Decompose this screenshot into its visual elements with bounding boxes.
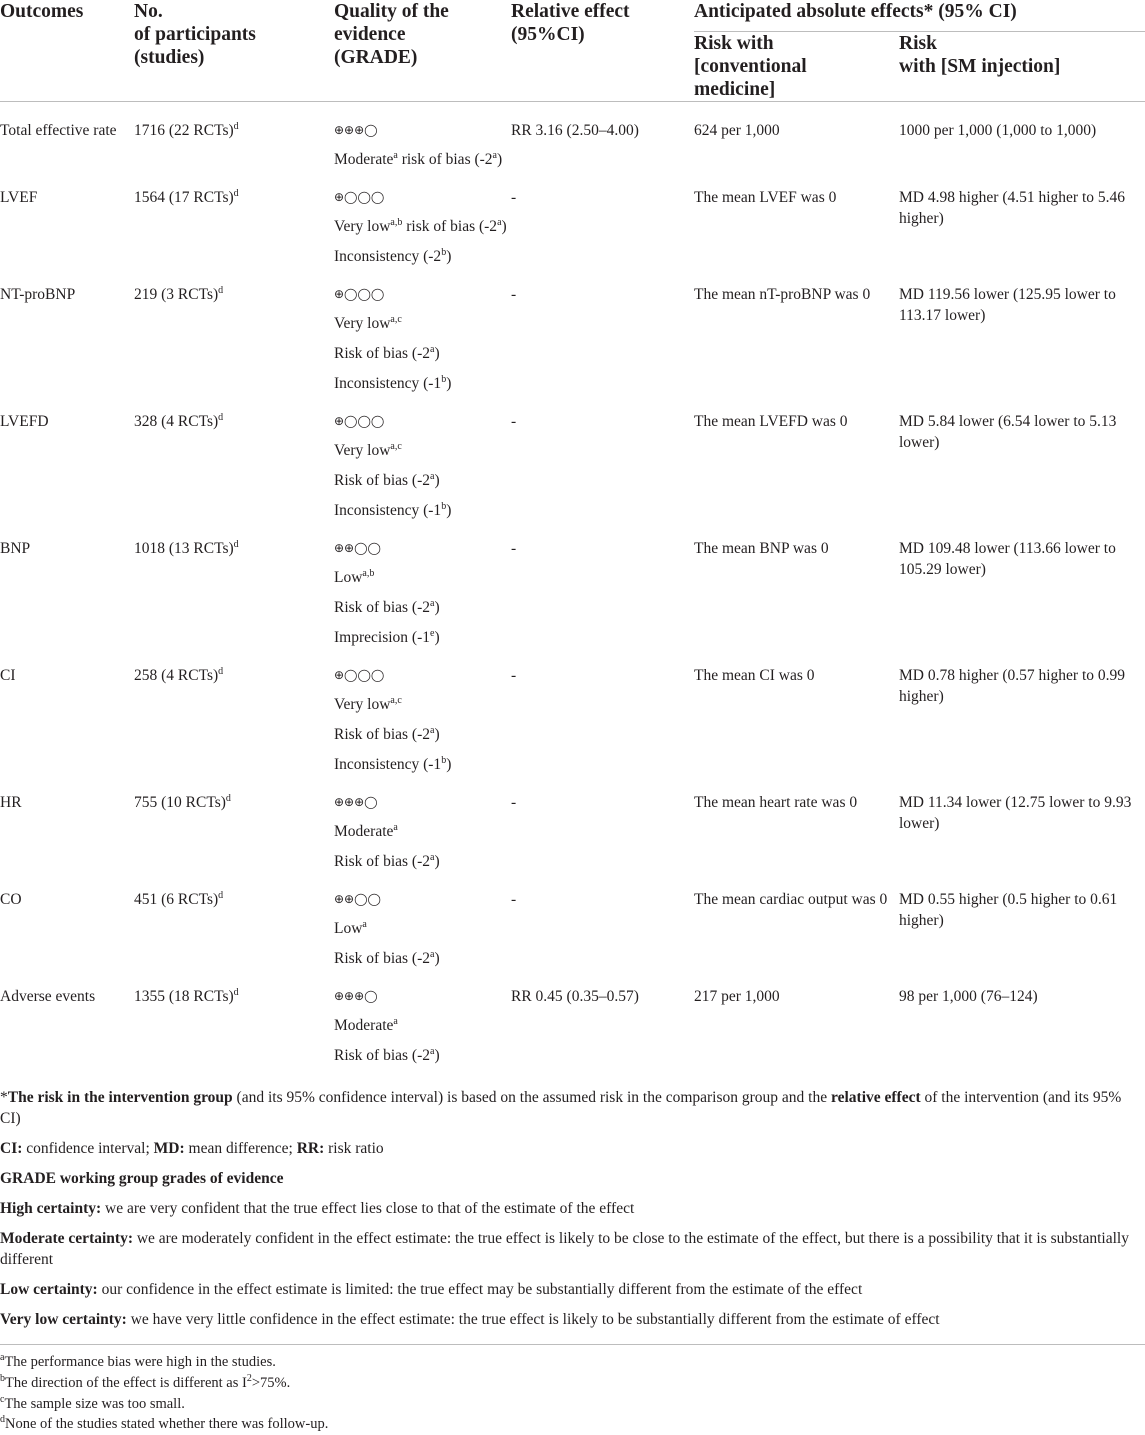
table-row <box>0 403 1145 530</box>
outcome-cell: CO <box>0 891 22 908</box>
table-row <box>0 978 1145 1075</box>
footnote-a: $^a$The performance bias were high in the studies. <box>0 1352 276 1370</box>
header-risk-sm: Risk with [SM injection] <box>899 32 1145 102</box>
header-relative-effect: Relative effect (95%CI) <box>511 0 694 102</box>
risk-conventional-cell: The mean BNP was 0 <box>694 540 829 557</box>
table-row <box>0 784 1145 881</box>
quality-cell <box>334 530 511 657</box>
table-row <box>0 530 1145 657</box>
certainty-rating-icon: ⊕◯◯◯ <box>334 414 385 428</box>
quality-line: Moderate$^a$ <box>334 1016 398 1034</box>
quality-cell <box>334 403 511 530</box>
participants-cell: 755 (10 RCTs)$^d$ <box>134 793 231 811</box>
quality-line: Risk of bias (-2$^a$) <box>334 852 440 870</box>
quality-cell <box>334 179 511 276</box>
risk-sm-cell: 98 per 1,000 (76–124) <box>899 988 1038 1005</box>
relative-effect-cell: RR 3.16 (2.50–4.00) <box>511 122 639 139</box>
quality-line: Risk of bias (-2$^a$) <box>334 725 440 743</box>
risk-sm-cell: MD 5.84 lower (6.54 lower to 5.13 lower) <box>899 413 1117 451</box>
outcome-cell: BNP <box>0 540 31 557</box>
quality-cell <box>334 102 511 180</box>
relative-effect-cell: - <box>511 794 517 811</box>
table-row <box>0 657 1145 784</box>
quality-line: Risk of bias (-2$^a$) <box>334 598 440 616</box>
certainty-rating-icon: ⊕◯◯◯ <box>334 668 385 682</box>
quality-cell <box>334 881 511 978</box>
risk-conventional-cell: The mean nT-proBNP was 0 <box>694 286 871 303</box>
quality-line: Very low$^{a,c}$ <box>334 314 402 332</box>
certainty-rating-icon: ⊕⊕◯◯ <box>334 541 381 555</box>
header-risk-conventional: Risk with [conventional medicine] <box>694 32 899 102</box>
participants-cell: 451 (6 RCTs)$^d$ <box>134 890 224 908</box>
quality-line: Risk of bias (-2$^a$) <box>334 471 440 489</box>
header-row <box>0 0 1145 32</box>
outcome-cell: NT-proBNP <box>0 286 76 303</box>
certainty-rating-icon: ⊕⊕⊕◯ <box>334 795 378 809</box>
outcome-cell: LVEF <box>0 189 38 206</box>
certainty-rating-icon: ⊕⊕⊕◯ <box>334 123 378 137</box>
grade-heading: GRADE working group grades of evidence <box>0 1170 284 1187</box>
outcome-cell: HR <box>0 794 22 811</box>
certainty-rating-icon: ⊕◯◯◯ <box>334 190 385 204</box>
moderate-certainty: Moderate certainty: we are moderately confident in the effect estimate: the true effect is likely to be close to the estimate of the effect, but there is a possibility that it is substantially different <box>0 1230 1129 1268</box>
table-body <box>0 102 1145 1076</box>
relative-effect-cell: - <box>511 189 517 206</box>
header-participants: No. of participants (studies) <box>134 0 334 102</box>
relative-effect-cell: - <box>511 891 517 908</box>
risk-sm-cell: MD 4.98 higher (4.51 higher to 5.46 higher) <box>899 189 1126 227</box>
quality-line: Risk of bias (-2$^a$) <box>334 949 440 967</box>
outcome-cell: Total effective rate <box>0 122 117 139</box>
abbreviations: CI: confidence interval; MD: mean difference; RR: risk ratio <box>0 1140 384 1157</box>
footnote-c: $^c$The sample size was too small. <box>0 1394 185 1412</box>
table-row <box>0 179 1145 276</box>
outcome-cell: LVEFD <box>0 413 49 430</box>
risk-conventional-cell: The mean CI was 0 <box>694 667 815 684</box>
participants-cell: 328 (4 RCTs)$^d$ <box>134 412 224 430</box>
relative-effect-cell: - <box>511 667 517 684</box>
risk-sm-cell: MD 109.48 lower (113.66 lower to 105.29 lower) <box>899 540 1116 578</box>
quality-line: Moderate$^a$ <box>334 822 398 840</box>
quality-line: Moderate$^a$ risk of bias (-2$^a$) <box>334 150 503 168</box>
table-row <box>0 881 1145 978</box>
risk-conventional-cell: 624 per 1,000 <box>694 122 780 139</box>
footnote-divider <box>0 1344 1145 1345</box>
quality-cell <box>334 978 511 1075</box>
quality-line: Low$^a$ <box>334 919 367 937</box>
quality-line: Inconsistency (-1$^b$) <box>334 374 452 392</box>
quality-line: Inconsistency (-2$^b$) <box>334 247 452 265</box>
risk-sm-cell: MD 11.34 lower (12.75 lower to 9.93 lower) <box>899 794 1132 832</box>
quality-line: Imprecision (-1e) <box>334 628 440 646</box>
quality-line: Inconsistency (-1$^b$) <box>334 755 452 773</box>
relative-effect-cell: RR 0.45 (0.35–0.57) <box>511 988 639 1005</box>
risk-conventional-cell: The mean heart rate was 0 <box>694 794 858 811</box>
very-low-certainty: Very low certainty: we have very little confidence in the effect estimate: the true effect is likely to be substantially different from the estimate of effect <box>0 1311 940 1328</box>
header-quality: Quality of the evidence (GRADE) <box>334 0 511 102</box>
risk-note: *The risk in the intervention group (and its 95% confidence interval) is based on the assumed risk in the comparison group and the relative effect of the intervention (and its 95% CI) <box>0 1089 1122 1127</box>
risk-sm-cell: MD 0.78 higher (0.57 higher to 0.99 higher) <box>899 667 1126 705</box>
quality-line: Very low$^{a,b}$ risk of bias (-2$^a$) <box>334 217 507 235</box>
risk-sm-cell: 1000 per 1,000 (1,000 to 1,000) <box>899 122 1097 139</box>
high-certainty: High certainty: we are very confident that the true effect lies close to that of the estimate of the effect <box>0 1200 635 1217</box>
footnote-b: $^b$The direction of the effect is different as $I^2>75\%$. <box>0 1373 291 1391</box>
outcome-cell: CI <box>0 667 16 684</box>
quality-line: Very low$^{a,c}$ <box>334 441 402 459</box>
participants-cell: 219 (3 RCTs)$^d$ <box>134 285 224 303</box>
risk-sm-cell: MD 119.56 lower (125.95 lower to 113.17 lower) <box>899 286 1116 324</box>
table-row <box>0 276 1145 403</box>
quality-cell <box>334 657 511 784</box>
quality-cell <box>334 276 511 403</box>
risk-conventional-cell: The mean LVEFD was 0 <box>694 413 848 430</box>
quality-line: Inconsistency (-1$^b$) <box>334 501 452 519</box>
low-certainty: Low certainty: our confidence in the effect estimate is limited: the true effect may be substantially different from the estimate of the effect <box>0 1281 863 1298</box>
risk-conventional-cell: The mean cardiac output was 0 <box>694 891 888 908</box>
risk-conventional-cell: The mean LVEF was 0 <box>694 189 837 206</box>
relative-effect-cell: - <box>511 286 517 303</box>
quality-line: Very low$^{a,c}$ <box>334 695 402 713</box>
participants-cell: 1716 (22 RCTs)$^d$ <box>134 121 239 139</box>
table-notes <box>0 1087 1145 1339</box>
participants-cell: 1564 (17 RCTs)$^d$ <box>134 188 239 206</box>
relative-effect-cell: - <box>511 413 517 430</box>
participants-cell: 1355 (18 RCTs)$^d$ <box>134 987 239 1005</box>
header-outcomes: Outcomes <box>0 0 134 102</box>
participants-cell: 1018 (13 RCTs)$^d$ <box>134 539 239 557</box>
participants-cell: 258 (4 RCTs)$^d$ <box>134 666 224 684</box>
header-anticipated: Anticipated absolute effects* (95% CI) <box>694 0 1145 32</box>
quality-cell <box>334 784 511 881</box>
risk-conventional-cell: 217 per 1,000 <box>694 988 780 1005</box>
footnote-d: $^d$None of the studies stated whether there was follow-up. <box>0 1414 329 1432</box>
certainty-rating-icon: ⊕◯◯◯ <box>334 287 385 301</box>
table-row <box>0 102 1145 180</box>
quality-line: Risk of bias (-2$^a$) <box>334 344 440 362</box>
certainty-rating-icon: ⊕⊕◯◯ <box>334 892 381 906</box>
quality-line: Risk of bias (-2$^a$) <box>334 1046 440 1064</box>
quality-line: Low$^{a,b}$ <box>334 568 375 586</box>
outcome-cell: Adverse events <box>0 988 96 1005</box>
relative-effect-cell: - <box>511 540 517 557</box>
risk-sm-cell: MD 0.55 higher (0.5 higher to 0.61 higher) <box>899 891 1118 929</box>
certainty-rating-icon: ⊕⊕⊕◯ <box>334 989 378 1003</box>
